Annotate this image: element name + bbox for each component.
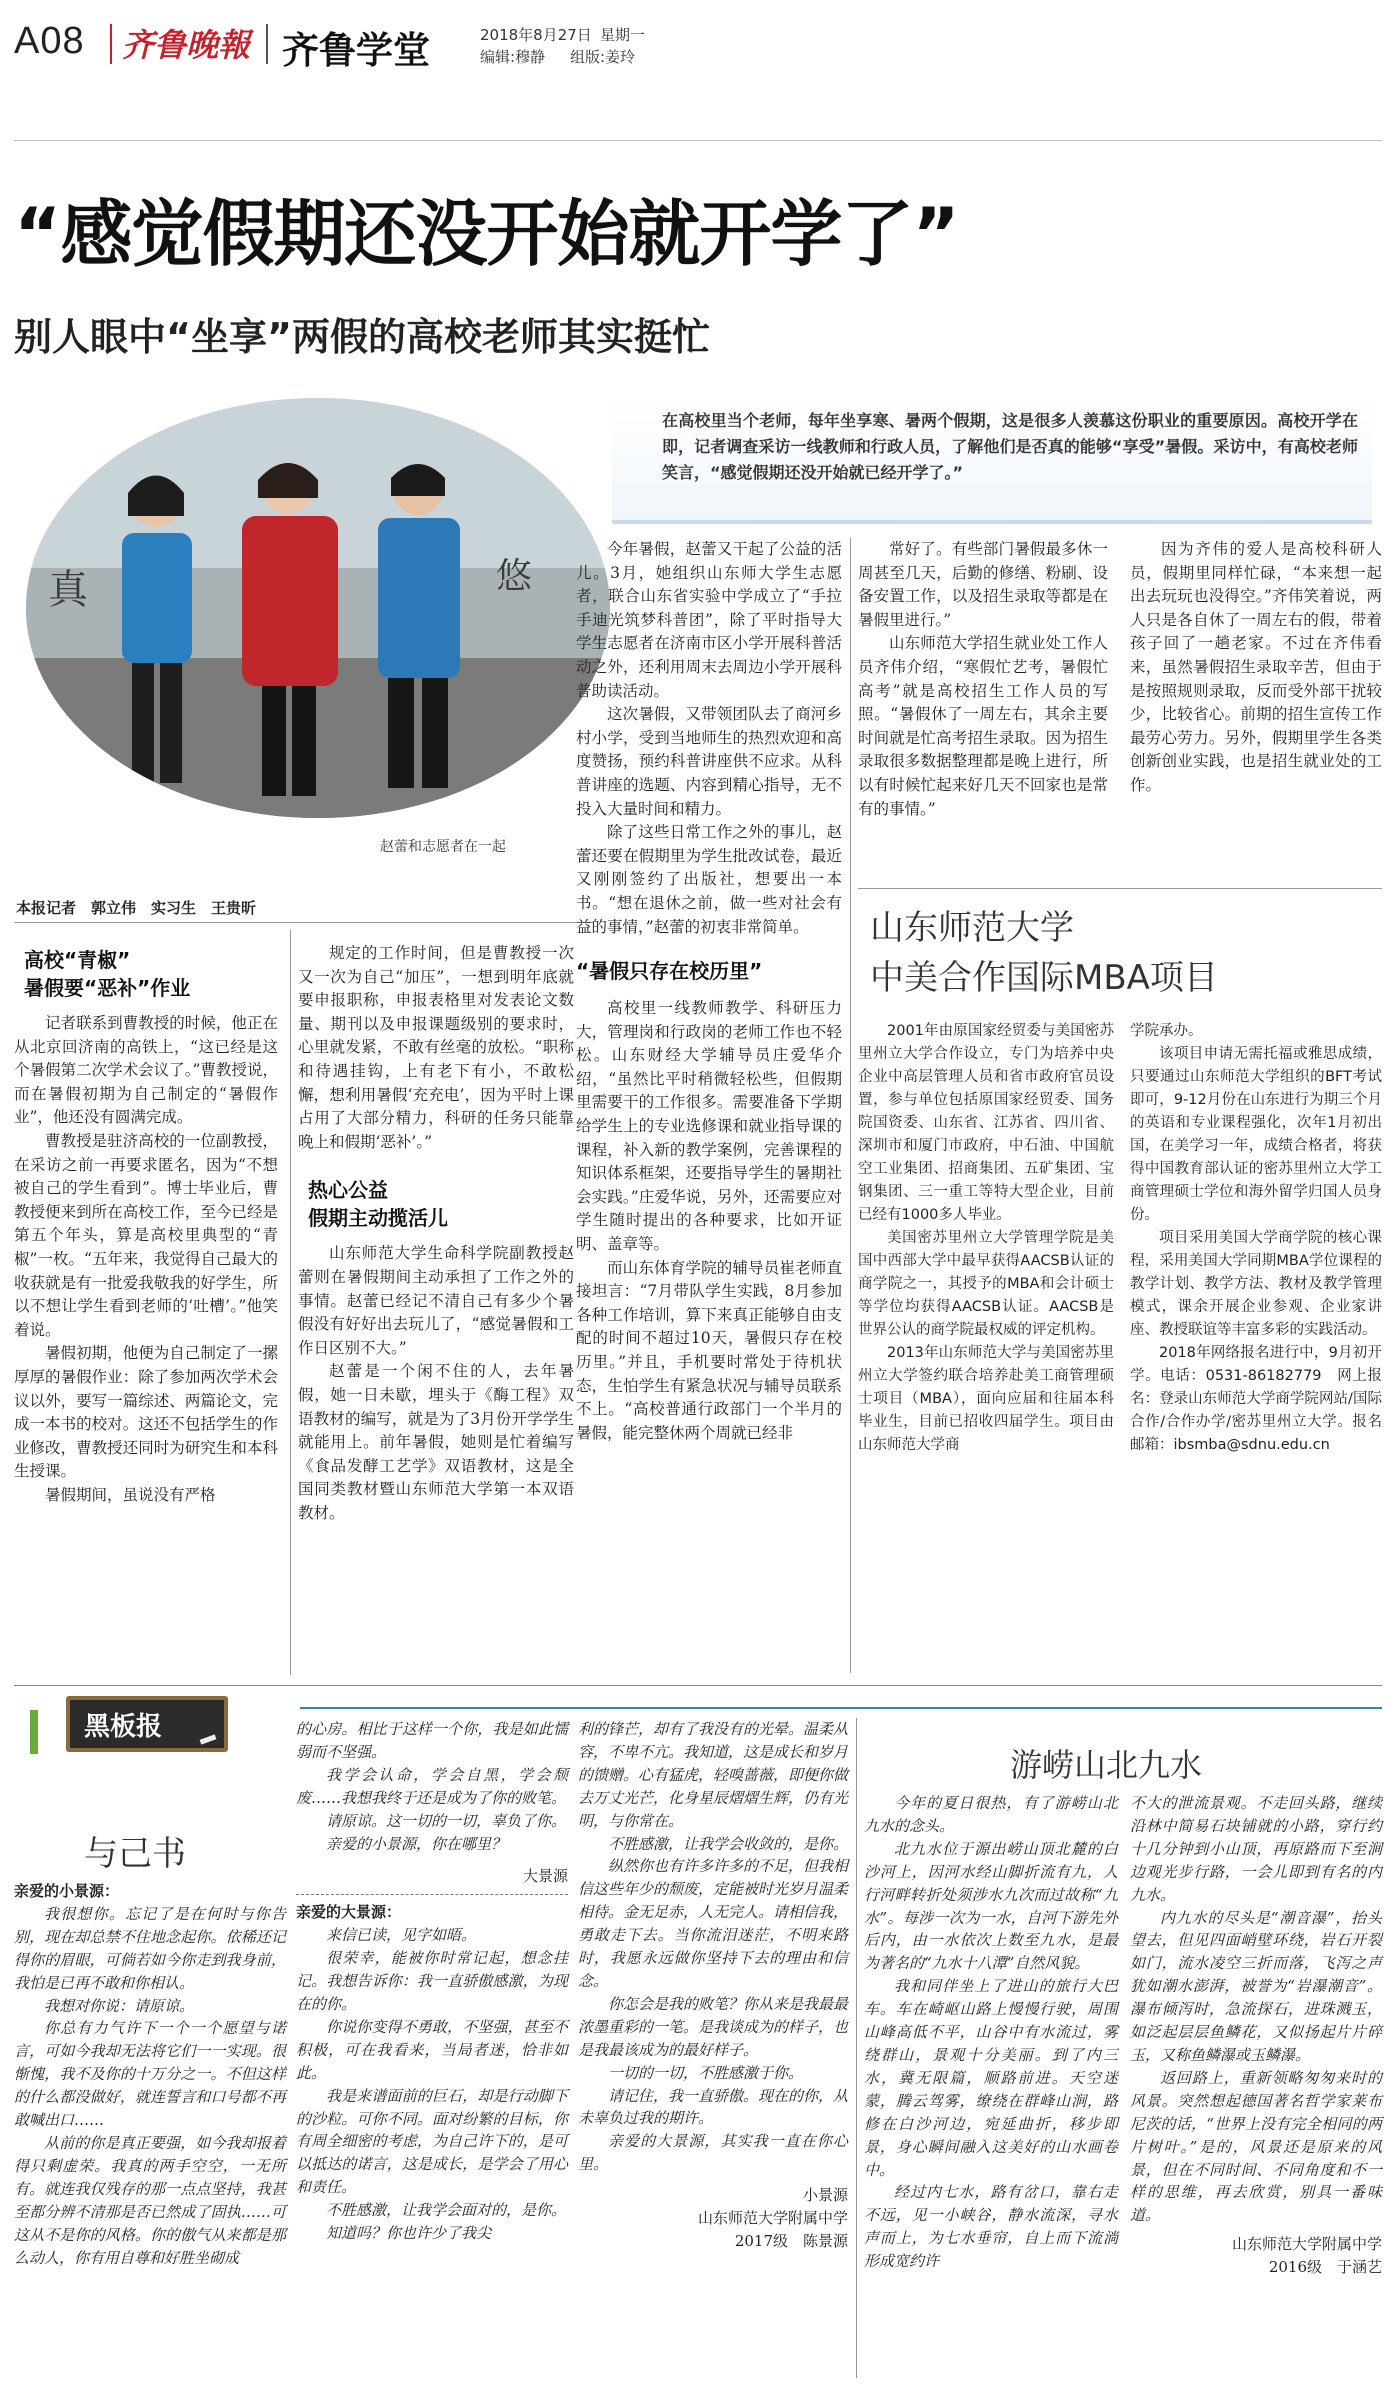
headline: “感觉假期还没开始就开学了” xyxy=(14,192,959,276)
letter-title: 与己书 xyxy=(84,1834,186,1874)
article-paragraph: 山东师范大学招生就业处工作人员齐伟介绍，“寒假忙艺考，暑假忙高考”就是高校招生工作人员的写照。“暑假休了一周左右，其余主要时间就是忙高考招生录取。因为招生录取很多数据整理都是晚上进行，所以有时候忙起来好几天不回家也是常有的事情。” xyxy=(858,634,1108,818)
letter-school: 山东师范大学附属中学 xyxy=(697,2209,848,2228)
letter-paragraph: 从前的你是真正要强，如今我却报着得只剩虚荣。我真的两手空空，一无所有。就连我仅残存的那一点点坚持，我甚至都分辨不清那是否已然成了固执……可这从不是你的风格。你的傲气从来都是那么动人，你有用自尊和好胜坐砌成 xyxy=(14,2133,286,2267)
letter-paragraph: 很荣幸，能被你时常记起，想念挂记。我想告诉你：我一直骄傲感激，为现在的你。 xyxy=(296,1949,568,2013)
article-column-3 xyxy=(576,538,842,1445)
article-column-4 xyxy=(858,538,1108,821)
article-paragraph: 暑假期间，虽说没有严格 xyxy=(45,1485,216,1504)
essay-paragraph: 北九水位于源出崂山顶北麓的白沙河上，因河水经山脚折流有九，人行河畔转折处须涉水九次而过故称“九水”。每涉一次为一水，自河下游先外后内，由一水依次上数至九水，是最为著名的“九水十八潭”自然风貌。 xyxy=(864,1839,1118,1973)
letter-paragraph: 知道吗？你也许少了我尖 xyxy=(326,2224,492,2243)
article-photo xyxy=(26,398,610,818)
lead-box xyxy=(612,400,1372,524)
article-paragraph: 而山东体育学院的辅导员崔老师直接坦言：“7月带队学生实践，8月参加各种工作培训，算下来真正能够自由支配的时间不超过10天，暑假只存在校历里。”并且，手机要时常处于待机状态，生怕学生有紧急状况与辅导员联系不上。“高校普通行政部门一个半月的暑假，能完整休两个周就已经非 xyxy=(576,1258,842,1442)
svg-text:真: 真 xyxy=(48,567,88,613)
article-paragraph: 曹教授是驻济高校的一位副教授，在采访之前一再要求匿名，因为“不想被自己的学生看到”。博士毕业后，曹教授便来到所在高校工作，至今已经是第五个年头，算是高校里典型的“青椒”一枚。“五年来，我觉得自己最大的收获就是有一批爱我敬我的好学生，所以不想让学生看到老师的‘吐槽’。”他笑着说。 xyxy=(14,1131,278,1339)
mba-paragraph: 美国密苏里州立大学管理学院是美国中西部大学中最早获得AACSB认证的商学院之一，其授予的MBA和会计硕士等学位均获得AACSB认证。AACSB是世界公认的商学院最权威的评定机构。 xyxy=(858,1230,1114,1338)
newspaper-logo: 齐鲁晚報 xyxy=(122,26,251,64)
essay-column-2 xyxy=(1130,1792,1382,2279)
letter-paragraph: 不胜感激，让我学会面对的，是你。 xyxy=(326,2201,567,2220)
photo-caption: 赵蕾和志愿者在一起 xyxy=(380,839,506,855)
letter-paragraph: 不胜感激，让我学会收敛的，是你。 xyxy=(608,1834,849,1853)
article-paragraph: 常好了。有些部门暑假最多休一周甚至几天，后勤的修缮、粉刷、设备安置工作，以及招生录取等都是在暑假里进行。” xyxy=(858,540,1108,629)
essay-column-1 xyxy=(864,1792,1118,2273)
masthead-rule xyxy=(14,140,1382,141)
section-name: 齐鲁学堂 xyxy=(282,29,430,72)
article-paragraph: 因为齐伟的爱人是高校科研人员，假期里同样忙碌，“本来想一起出去玩玩也没得空。”齐伟笑着说，两人只是各自休了一周左右的假，带着孩子回了一趟老家。不过在齐伟看来，虽然暑假招生录取辛苦，但由于是按照规则录取，反而受外部干扰较少，比较省心。前期的招生宣传工作最劳心劳力。另外，假期里学生各类创新创业实践，也是招生就业处的工作。 xyxy=(1130,540,1382,794)
mba-paragraph: 2001年由原国家经贸委与美国密苏里州立大学合作设立，专门为培养中央企业中高层管理人员和省市政府官员设置，参与单位包括原国家经贸委、国务院国资委、山东省、江苏省、四川省、深圳市和厦门市政府，中石油、中国航空工业集团、招商集团、五矿集团、宝钢集团、三一重工等特大型企业，目前已经有1000多人毕业。 xyxy=(858,1023,1114,1223)
article-paragraph: 暑假初期，他便为自己制定了一摞厚厚的暑假作业：除了参加两次学术会议以外，要写一篇综述、两篇论文，完成一本书的校对。这还不包括学生的作业修改，曹教授还同时为研究生和本科生授课。 xyxy=(14,1344,278,1481)
blackboard-badge xyxy=(66,1696,228,1752)
masthead-separator xyxy=(110,24,112,64)
mba-column-2 xyxy=(1130,1020,1382,1457)
article-paragraph: 除了这些日常工作之外的事儿，赵蕾还要在假期里为学生批改试卷，最近又刚刚签约了出版社，想要出一本书。“想在退休之前，做一些对社会有益的事情，”赵蕾的初衷非常简单。 xyxy=(576,823,842,936)
letter-paragraph: 你说你变得不勇敢，不坚强，甚至不积极，可在我看来，当局者迷，恰非如此。 xyxy=(296,2017,568,2082)
column-divider xyxy=(856,1718,857,2378)
essay-paragraph: 我和同伴坐上了进山的旅行大巴车。车在崎岖山路上慢慢行驶，周围山峰高低不平，山谷中有水流过，雾绕群山，景观十分美丽。到了内三水，冀无限篇，顺路前进。天空迷蒙，腾云驾雾，缭绕在群峰山涧，路修在白沙河边，宛延曲折，移步即景，身心瞬间融入这美好的山水画卷中。 xyxy=(864,1977,1118,2179)
letter-paragraph: 我想对你说：请原谅。 xyxy=(44,1996,195,2015)
article-paragraph: 今年暑假，赵蕾又干起了公益的活儿。3月，她组织山东师大学生志愿者，联合山东省实验中学成立了“手拉手迪光筑梦科普团”，除了平时指导大学生志愿者在济南市区小学开展科普活动之外，还利用周末去周边小学开展科普助读活动。 xyxy=(576,540,842,700)
letter-paragraph: 纵然你也有许多许多的不足，但我相信这些年少的颓废，定能被时光岁月温柔相待。金无足赤，人无完人。请相信我，勇敢走下去。当你流泪迷茫，不明来路时，我愿永远做你坚持下去的理由和信念。 xyxy=(578,1857,849,1990)
letter-column-3 xyxy=(578,1718,848,2253)
mba-paragraph: 学院承办。 xyxy=(1130,1023,1203,1039)
essay-paragraph: 经过内七水，路有岔口，靠右走不远，见一小峡谷，静水流深，寻水声而上，为七水垂帘，自上而下流淌形成宽约许 xyxy=(864,2183,1118,2271)
essay-paragraph: 内九水的尽头是“潮音瀑”，抬头望去，但见四面峭壁环绕，岩石开裂如门，流水凌空三折而落，飞泻之声犹如潮水澎湃，被誉为“岩瀑潮音”。瀑布倾泻时，急流探石，进珠溅玉，如泛起层层鱼鳞花，又似扬起片片碎玉，又称鱼鳞瀑或玉鳞瀑。 xyxy=(1130,1908,1382,2064)
issue-weekday: 星期一 xyxy=(600,26,646,44)
section-divider xyxy=(14,1685,1382,1686)
subheadline: 别人眼中“坐享”两假的高校老师其实挺忙 xyxy=(14,315,710,359)
essay-paragraph: 今年的夏日很热，有了游崂山北九水的念头。 xyxy=(864,1794,1118,1835)
essay-title: 游崂山北九水 xyxy=(1010,1746,1203,1784)
column-divider xyxy=(850,538,851,1673)
blackboard-label: 黑板报 xyxy=(84,1712,163,1742)
letter-paragraph: 请原谅。这一切的一切，辜负了你。 xyxy=(326,1811,567,1830)
letter-paragraph: 来信已读，见字如晤。 xyxy=(326,1926,477,1945)
letter-paragraph: 的心房。相比于这样一个你，我是如此懦弱而不坚强。 xyxy=(296,1720,568,1761)
article-column-1 xyxy=(14,930,278,1507)
letter-signature: 小景源 xyxy=(802,2186,848,2205)
letter-paragraph: 你总有力气许下一个一个愿望与诺言，可如今我却无法将它们一一实现。很惭愧，我不及你的十万分之一。不但这样的什么都没做好，就连誓言和口号都不再敢喊出口…… xyxy=(14,2019,286,2130)
letter-author: 2017级 陈景源 xyxy=(734,2231,848,2250)
letter-column-1 xyxy=(14,1880,286,2269)
letter-paragraph: 你怎会是我的败笔？你从来是我最最浓墨重彩的一笔。是我谈成为的样子，也是我最该成为的最好样子。 xyxy=(578,1994,849,2059)
mba-paragraph: 2013年山东师范大学与美国密苏里州立大学签约联合培养赴美工商管理硕士项目（MBA），面向应届和往届本科毕业生，目前已招收四届学生。项目由山东师范大学商 xyxy=(858,1345,1114,1453)
column-divider xyxy=(290,930,291,1675)
essay-paragraph: 不大的泄流景观。不走回头路，继续沿林中简易石块铺就的小路，穿行约十几分钟到小山顶，再原路而下至涧边观光步行路，一会儿即到有名的内九水。 xyxy=(1130,1794,1382,1904)
section-heading-2: 热心公益 假期主动揽活儿 xyxy=(308,1178,448,1231)
letter-signature: 大景源 xyxy=(522,1867,568,1886)
lead-text: 在高校里当个老师，每年坐享寒、暑两个假期，这是很多人羡慕这份职业的重要原因。高校开学在即，记者调查采访一线教师和行政人员，了解他们是否真的能够“享受”暑假。采访中，有高校老师笑言，“感觉假期还没开始就已经开学了。” xyxy=(662,411,1358,482)
letter-paragraph: 我学会认命，学会自黑，学会颓废……我想我终于还是成为了你的败笔。 xyxy=(296,1765,568,1807)
article-column-5 xyxy=(1130,538,1382,798)
editor-credit: 编辑:穆静 xyxy=(480,48,546,66)
essay-school: 山东师范大学附属中学 xyxy=(1231,2235,1382,2254)
letter-paragraph: 我很想你。忘记了是在何时与你告别，现在却总禁不住地念起你。依稀还记得你的眉眼，可倘若如今你走到我身前，我怕是已再不敢和你相认。 xyxy=(14,1904,286,1992)
article-paragraph: 赵蕾是一个闲不住的人，去年暑假，她一日未歇，埋头于《酶工程》双语教材的编写，就是为了3月份开学学生就能用上。前年暑假，她则是忙着编写《食品发酵工艺学》双语教材，这是全国同类教材暨山东师范大学第一本双语教材。 xyxy=(298,1362,574,1522)
mba-top-rule xyxy=(858,888,1382,889)
letter-paragraph: 利的锋芒，却有了我没有的光晕。温柔从容，不卑不亢。我知道，这是成长和岁月的馈赠。心有猛虎，轻嗅蔷薇，即便你做去万丈光芒，化身星辰熠熠生辉，仍有光明，与你常在。 xyxy=(578,1720,849,1830)
article-paragraph: 这次暑假，又带领团队去了商河乡村小学，受到当地师生的热烈欢迎和高度赞扬，预约科普讲座供不应求。从科普讲座的选题、内容到精心指导，无不投入大量时间和精力。 xyxy=(576,705,842,818)
layout-credit: 组版:姜玲 xyxy=(570,48,636,66)
blackboard-rule xyxy=(300,1707,1382,1709)
page-number: A08 xyxy=(14,20,85,62)
article-paragraph: 规定的工作时间，但是曹教授一次又一次为自己“加压”，一想到明年底就要申报职称，申报表格里对发表论文数量、期刊以及申报课题级别的要求时，心里就发紧，不敢有丝毫的放松。“职称和待遇挂钩，上有老下有小，不敢松懈，想利用暑假‘充充电’，因为平时上课占用了大部分精力，科研的任务只能靠晚上和假期‘恶补’。” xyxy=(298,944,574,1151)
article-paragraph: 山东师范大学生命科学院副教授赵蕾则在暑假期间主动承担了工作之外的事情。赵蕾已经记不清自己有多少个暑假没有好好出去玩儿了，“感觉暑假和工作日区别不大。” xyxy=(298,1244,574,1357)
essay-paragraph: 返回路上，重新领略匆匆来时的风景。突然想起德国著名哲学家莱布尼茨的话，“世界上没有完全相同的两片树叶。”是的，风景还是原来的风景，但在不同时间、不同角度和不一样的思维，再去欣赏，别具一番味道。 xyxy=(1130,2068,1382,2225)
section-heading-1: 高校“青椒” 暑假要“恶补”作业 xyxy=(24,948,191,1000)
article-paragraph: 记者联系到曹教授的时候，他正在从北京回济南的高铁上，“这已经是这个暑假第二次学术会议了。”曹教授说，而在暑假初期为自己制定的“暑假作业”，他还没有圆满完成。 xyxy=(14,1014,278,1127)
article-column-2 xyxy=(298,942,574,1525)
blackboard-green-bar xyxy=(30,1710,38,1754)
mba-paragraph: 项目采用美国大学商学院的核心课程，采用美国大学同期MBA学位课程的教学计划、教学方法、教材及教学管理模式，课余开展企业参观、企业家讲座、教授联谊等丰富多彩的实践活动。 xyxy=(1130,1230,1382,1338)
article-paragraph: 高校里一线教师教学、科研压力大，管理岗和行政岗的老师工作也不轻松。山东财经大学辅导员庄爱华介绍，“虽然比平时稍微轻松些，但假期里需要干的工作很多。需要准备下学期给学生上的专业选修课和就业指导课的课程，补入新的教学案例，完善课程的知识体系框架，还要指导学生的暑期社会实践。”庄爱华说，另外，还需要应对学生随时提出的各种要求，比如开证明、盖章等。 xyxy=(576,999,842,1254)
essay-author: 2016级 于涵艺 xyxy=(1268,2258,1382,2277)
mba-paragraph: 2018年网络报名进行中，9月初开学。电话：0531-86182779 网上报名：登录山东师范大学商学院网站/国际合作/合作办学/密苏里州立大学。报名邮箱：ibsmba@sdnu.edu.cn xyxy=(1130,1345,1382,1453)
letter-column-2 xyxy=(296,1718,568,2245)
masthead-separator-2 xyxy=(266,24,268,64)
mba-title-line1: 山东师范大学 xyxy=(870,908,1074,948)
letter-salutation: 亲爱的大景源： xyxy=(296,1903,402,1922)
letter-paragraph: 请记住，我一直骄傲。现在的你，从未辜负过我的期许。 xyxy=(578,2086,849,2128)
svg-text:悠: 悠 xyxy=(496,556,533,597)
mba-column-1 xyxy=(858,1020,1114,1457)
letter-paragraph: 一切的一切，不胜感激于你。 xyxy=(608,2063,804,2082)
letter-paragraph: 我是来谱面前的巨石，却是行动脚下的沙粒。可你不同。面对纷繁的目标，你有周全细密的考虑，为自己许下的，是可以抵达的诺言，这是成长，是学会了用心和责任。 xyxy=(296,2086,568,2197)
letter-salutation: 亲爱的小景源： xyxy=(14,1882,120,1900)
letter-paragraph: 亲爱的小景源，你在哪里？ xyxy=(326,1834,507,1853)
letter-separator xyxy=(296,1894,568,1895)
mba-title-line2: 中美合作国际MBA项目 xyxy=(870,958,1218,998)
byline-rule xyxy=(14,922,594,923)
letter-paragraph: 亲爱的大景源，其实我一直在你心里。 xyxy=(578,2132,848,2174)
mba-paragraph: 该项目申请无需托福或雅思成绩，只要通过山东师范大学组织的BFT考试即可，9-12月份在山东进行为期三个月的英语和专业课程强化，次年1月初出国，在美学习一年，成绩合格者，将获得中国教育部认证的密苏里州立大学工商管理硕士学位和海外留学归国人员身份。 xyxy=(1130,1046,1382,1223)
chalk-icon xyxy=(200,1734,217,1744)
byline: 本报记者 郭立伟 实习生 王贵昕 xyxy=(16,899,257,917)
issue-date: 2018年8月27日 xyxy=(480,26,592,44)
section-heading-3: “暑假只存在校历里” xyxy=(576,959,763,984)
photo-illustration xyxy=(26,398,610,818)
